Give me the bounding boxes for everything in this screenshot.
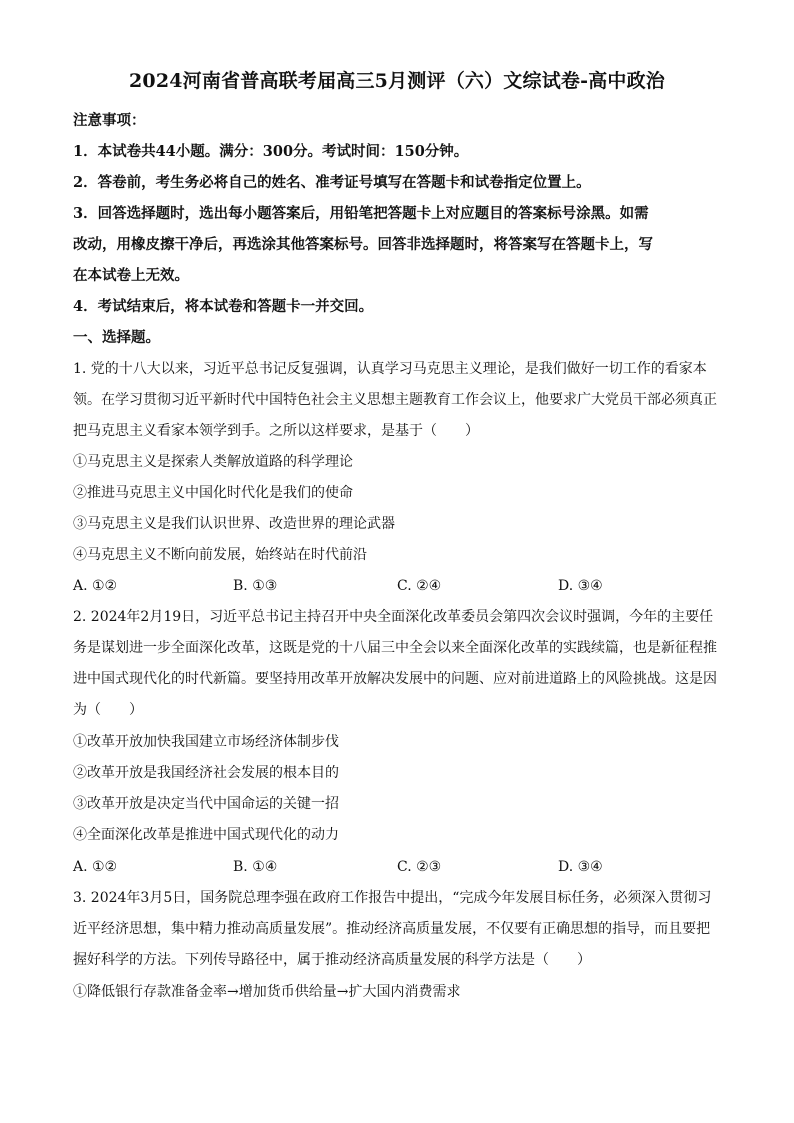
- question-2-stem-line: 为（ ）: [73, 702, 143, 718]
- question-1-statement: ③马克思主义是我们认识世界、改造世界的理论武器: [73, 516, 395, 532]
- question-1-statement: ①马克思主义是探索人类解放道路的科学理论: [73, 454, 353, 470]
- document-title: 2024河南省普高联考届高三5月测评（六）文综试卷-高中政治: [129, 70, 665, 92]
- notice-item: 2．答卷前，考生务必将自己的姓名、准考证号填写在答题卡和试卷指定位置上。: [73, 174, 591, 191]
- question-3-statement: ①降低银行存款准备金率→增加货币供给量→扩大国内消费需求: [73, 984, 461, 1000]
- notice-item: 3．回答选择题时，选出每小题答案后，用铅笔把答题卡上对应题目的答案标号涂黑。如需: [73, 205, 649, 222]
- question-1-option-d: D. ③④: [558, 578, 603, 594]
- section-heading: 一、选择题。: [73, 329, 160, 346]
- question-2-statement: ④全面深化改革是推进中国式现代化的动力: [73, 827, 339, 843]
- notice-item: 改动，用橡皮擦干净后，再选涂其他答案标号。回答非选择题时，将答案写在答题卡上，写: [73, 236, 653, 253]
- question-2-option-c: C. ②③: [397, 859, 442, 875]
- question-2-stem-line: 进中国式现代化的时代新篇。要坚持用改革开放解决发展中的问题、应对前进道路上的风险挑战。这是因: [73, 671, 717, 687]
- notice-item: 4．考试结束后，将本试卷和答题卡一并交回。: [73, 298, 374, 315]
- question-2-option-a: A. ①②: [73, 859, 118, 875]
- question-2-statement: ②改革开放是我国经济社会发展的根本目的: [73, 765, 339, 781]
- question-2-stem-line: 2. 2024年2月19日，习近平总书记主持召开中央全面深化改革委员会第四次会议时强调，今年的主要任: [73, 609, 714, 625]
- notice-heading: 注意事项：: [73, 112, 146, 129]
- question-1-option-b: B. ①③: [233, 578, 278, 594]
- question-3-stem-line: 握好科学的方法。下列传导路径中，属于推动经济高质量发展的科学方法是（ ）: [73, 952, 591, 968]
- question-2-option-b: B. ①④: [233, 859, 278, 875]
- question-2-option-d: D. ③④: [558, 859, 603, 875]
- question-1-stem-line: 把马克思主义看家本领学到手。之所以这样要求，是基于（ ）: [73, 423, 479, 439]
- question-1-statement: ④马克思主义不断向前发展，始终站在时代前沿: [73, 547, 367, 563]
- question-2-stem-line: 务是谋划进一步全面深化改革，这既是党的十八届三中全会以来全面深化改革的实践续篇，也是新征程推: [73, 640, 717, 656]
- question-1-option-c: C. ②④: [397, 578, 442, 594]
- question-2-statement: ③改革开放是决定当代中国命运的关键一招: [73, 796, 339, 812]
- question-3-stem-line: 3. 2024年3月5日，国务院总理李强在政府工作报告中提出，“完成今年发展目标任务，必须深入贯彻习: [73, 890, 712, 906]
- question-1-option-a: A. ①②: [73, 578, 118, 594]
- question-1-stem-line: 1. 党的十八大以来，习近平总书记反复强调，认真学习马克思主义理论，是我们做好一切工作的看家本: [73, 361, 707, 377]
- question-3-stem-line: 近平经济思想，集中精力推动高质量发展”。推动经济高质量发展，不仅要有正确思想的指导，而且要把: [73, 921, 711, 937]
- question-1-stem-line: 领。在学习贯彻习近平新时代中国特色社会主义思想主题教育工作会议上，他要求广大党员干部必须真正: [73, 392, 717, 408]
- notice-item: 在本试卷上无效。: [73, 267, 189, 284]
- notice-item: 1．本试卷共44小题。满分：300分。考试时间：150分钟。: [73, 143, 469, 160]
- question-2-statement: ①改革开放加快我国建立市场经济体制步伐: [73, 734, 339, 750]
- question-1-statement: ②推进马克思主义中国化时代化是我们的使命: [73, 485, 353, 501]
